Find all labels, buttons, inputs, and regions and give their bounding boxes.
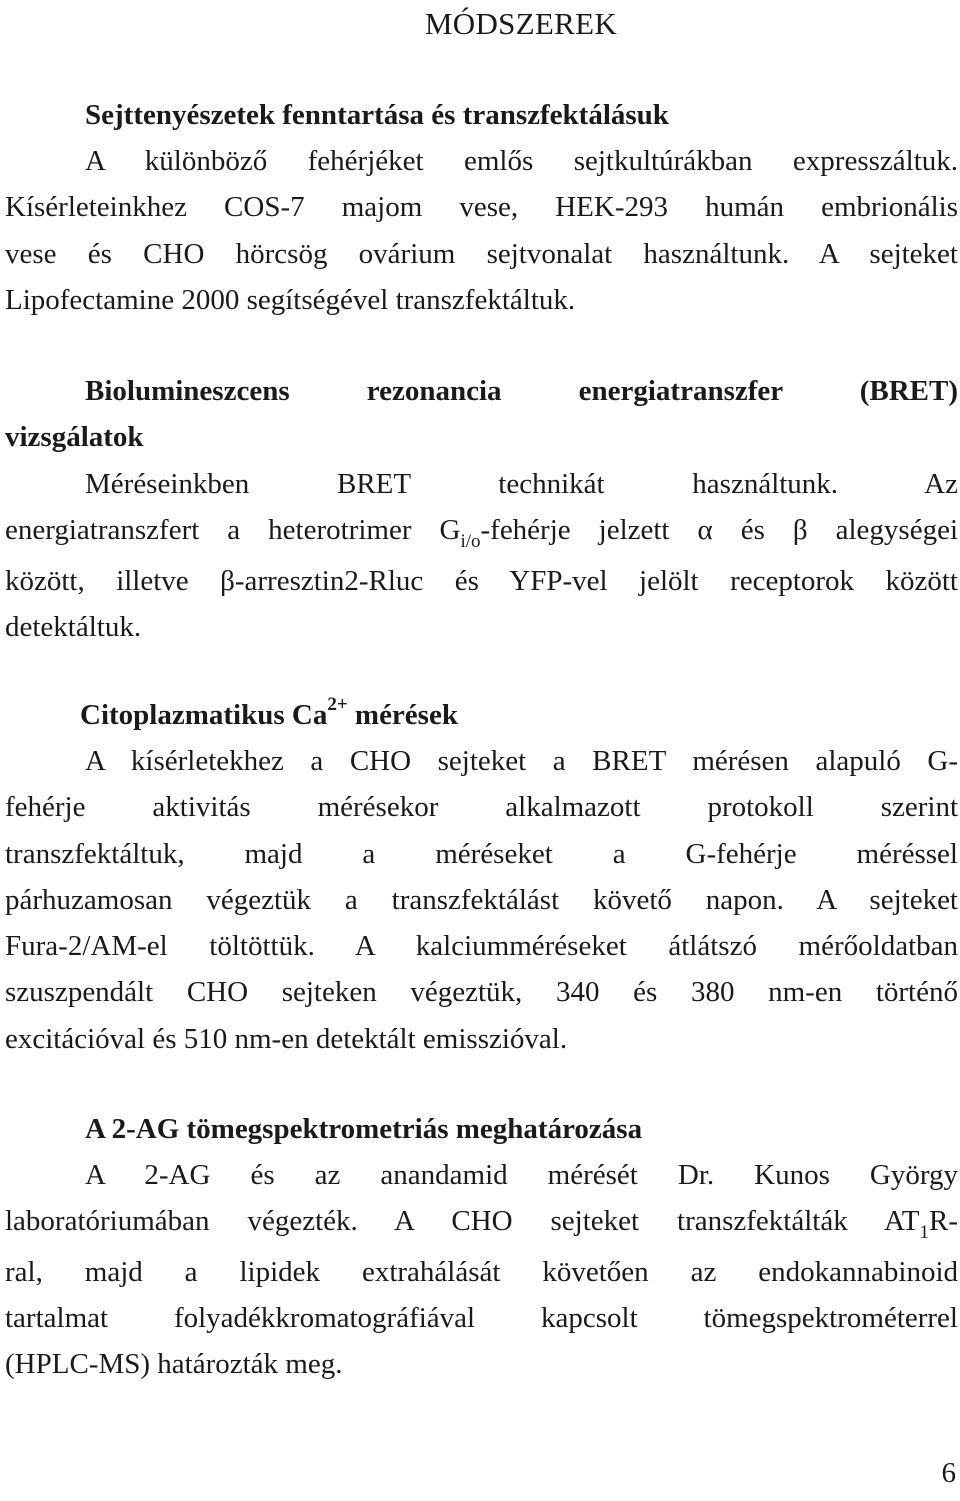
paragraph-line: excitációval és 510 nm-en detektált emisszióval.	[5, 1022, 568, 1055]
paragraph-line: között, illetve β-arresztin2-Rluc és YFP-vel jelölt receptorok között	[5, 564, 958, 597]
heading-line: Biolumineszcens rezonancia energiatranszfer (BRET)	[85, 375, 958, 407]
heading-text: Citoplazmatikus Ca	[80, 699, 328, 731]
paragraph-line: A 2-AG és az anandamid mérését Dr. Kunos György	[85, 1159, 958, 1191]
paragraph-line: vese és CHO hörcsög ovárium sejtvonalat használtunk. A sejteket	[5, 237, 958, 270]
section-body-bret	[5, 461, 958, 650]
section-heading-mass-spec: A 2-AG tömegspektrometriás meghatározása	[85, 1113, 643, 1145]
heading-line: vizsgálatok	[5, 421, 144, 454]
paragraph-line	[5, 507, 958, 557]
paragraph-line: transzfektáltuk, majd a méréseket a G-fehérje méréssel	[5, 837, 958, 870]
section-body-mass-spec	[5, 1152, 958, 1387]
section-body-cell-culture	[5, 138, 958, 323]
paragraph-line: párhuzamosan végeztük a transzfektálást követő napon. A sejteket	[5, 883, 958, 916]
paragraph-line: (HPLC-MS) határozták meg.	[5, 1348, 343, 1381]
paragraph-line: Méréseinkben BRET technikát használtunk. Az	[85, 468, 958, 500]
paragraph-line: ral, majd a lipidek extrahálását követően az endokannabinoid	[5, 1255, 958, 1288]
line-text: energiatranszfert a heterotrimer G	[5, 514, 461, 547]
paragraph-line: detektáltuk.	[5, 610, 142, 643]
line-text: -fehérje jelzett α és β alegységei	[480, 514, 958, 547]
line-text: R-	[929, 1205, 958, 1238]
page-number: 6	[941, 1457, 956, 1489]
paragraph-line: A különböző fehérjéket emlős sejtkultúrákban expresszáltuk.	[85, 145, 958, 177]
page-title: MÓDSZEREK	[424, 6, 618, 41]
paragraph-line: Fura-2/AM-el töltöttük. A kalciumméréseket átlátszó mérőoldatban	[5, 930, 958, 963]
section-heading-calcium	[80, 692, 458, 742]
paragraph-line: Kísérleteinkhez COS-7 majom vese, HEK-293 humán embrionális	[5, 191, 958, 224]
paragraph-line	[5, 1198, 958, 1248]
paragraph-line: tartalmat folyadékkromatográfiával kapcsolt tömegspektrométerrel	[5, 1301, 958, 1334]
section-heading-bret	[5, 368, 958, 461]
subscript-text: 1	[919, 1222, 929, 1244]
section-heading-cell-culture: Sejttenyészetek fenntartása és transzfektálásuk	[85, 99, 669, 131]
heading-text: mérések	[347, 699, 458, 731]
superscript-text: 2+	[327, 694, 348, 715]
section-body-calcium	[5, 738, 958, 1062]
paragraph-line: fehérje aktivitás mérésekor alkalmazott protokoll szerint	[5, 791, 958, 824]
paragraph-line: szuszpendált CHO sejteken végeztük, 340 és 380 nm-en történő	[5, 976, 958, 1009]
subscript-text: i/o	[460, 531, 481, 553]
paragraph-line: A kísérletekhez a CHO sejteket a BRET mérésen alapuló G-	[85, 745, 958, 777]
line-text: laboratóriumában végezték. A CHO sejteket transzfektálták AT	[5, 1205, 920, 1238]
paragraph-line: Lipofectamine 2000 segítségével transzfektáltuk.	[5, 283, 576, 316]
